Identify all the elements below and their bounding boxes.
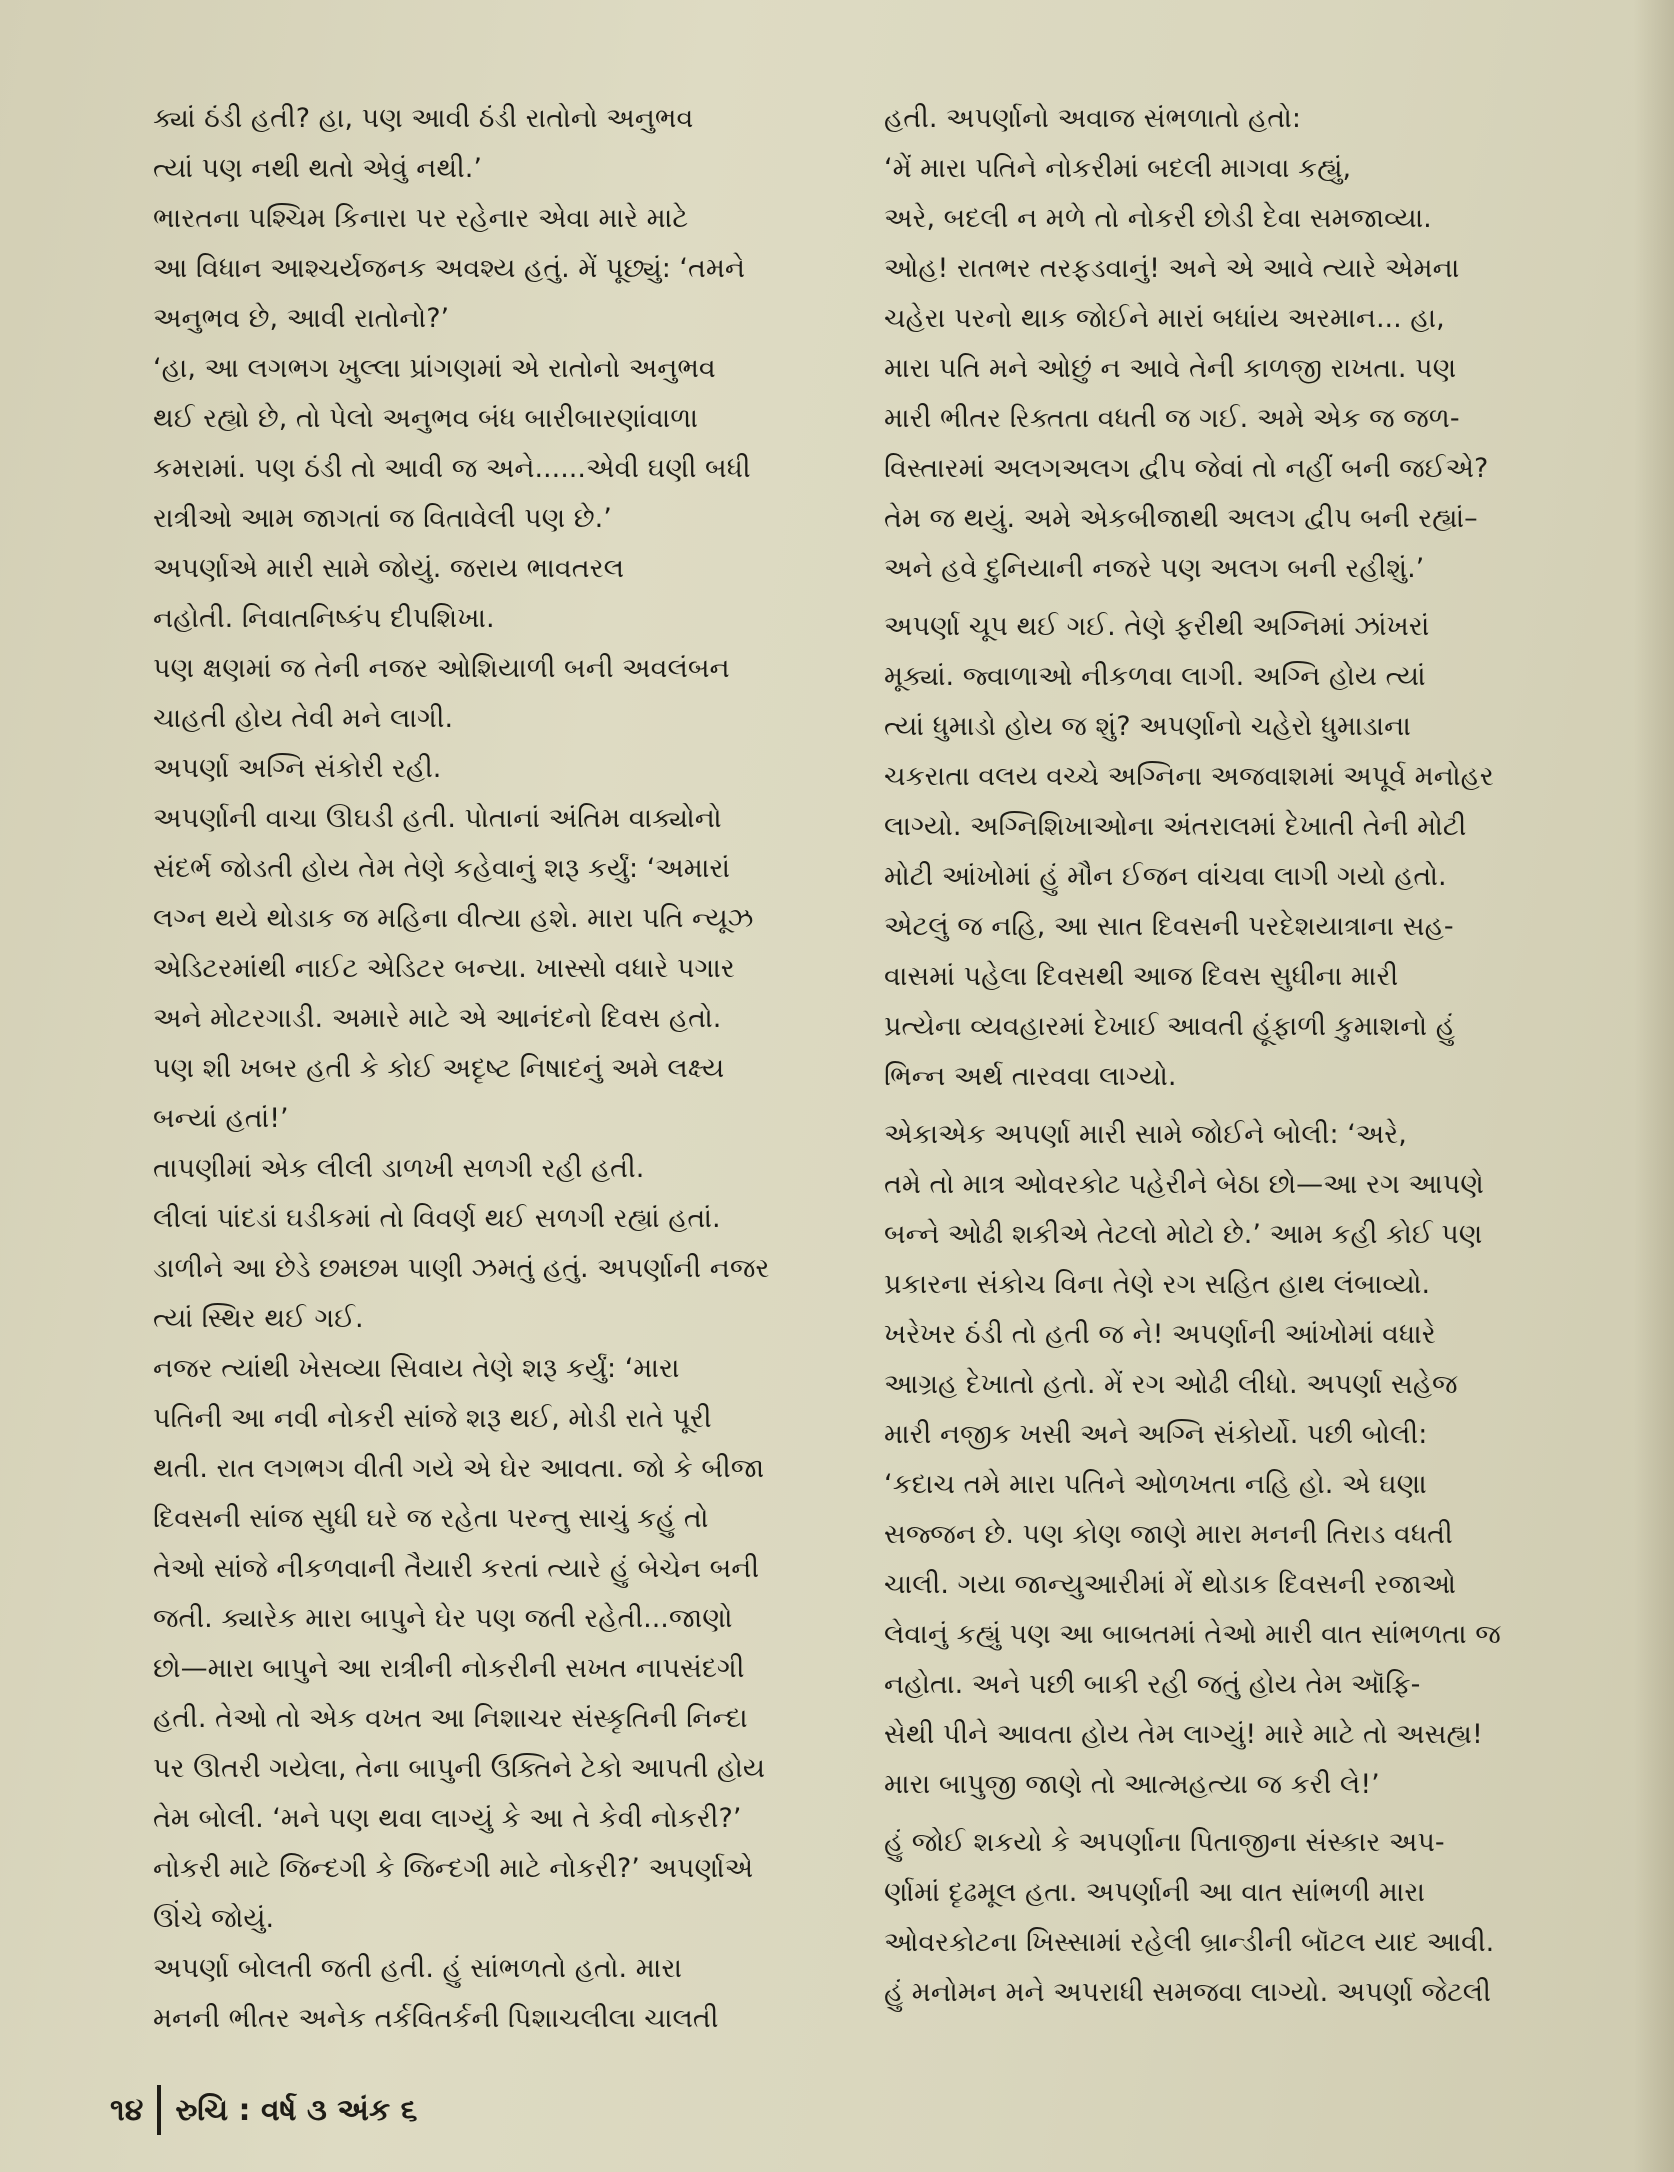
left-paragraph-7: અપર્ણાની વાચા ઊઘડી હતી. પોતાનાં અંતિમ વાક્યોનો સંદર્ભ જોડતી હોય તેમ તેણે કહેવાનું શરૂ કર્યું: ‘અમારાં લગ્ન થયે થોડાક જ મહિના વીત્યા હશે. મારા પતિ ન્યૂઝ એડિટરમાંથી નાઈટ એડિટર બન્યા. ખાસ્સો વધારે પગાર અને મોટરગાડી. અમારે માટે એ આનંદનો દિવસ હતો. પણ શી ખબર હતી કે કોઈ અદૃષ્ટ નિષાદનું અમે લક્ષ્ય બન્યાં હતાં!’ [153, 803, 754, 1134]
left-paragraph-5: પણ ક્ષણમાં જ તેની નજર ઓશિયાળી બની અવલંબન ચાહતી હોય તેવી મને લાગી. [153, 653, 730, 734]
page-edge-shadow [1634, 0, 1674, 2172]
right-paragraph-5: હું જોઈ શકયો કે અપર્ણાના પિતાજીના સંસ્કાર અપ- ર્ણામાં દૃઢમૂલ હતા. અપર્ણાની આ વાત સાંભળી મારા ઓવરકોટના ખિસ્સામાં રહેલી બ્રાન્ડીની બૉટલ યાદ આવી. હું મનોમન મને અપરાધી સમજવા લાગ્યો. અપર્ણા જેટલી [884, 1827, 1495, 2008]
left-paragraph-2: ભારતના પશ્ચિમ કિનારા પર રહેનાર એવા મારે માટે આ વિધાન આશ્ચર્યજનક અવશ્ય હતું. મેં પૂછ્યું: ‘તમને અનુભવ છે, આવી રાતોનો?’ [153, 203, 746, 334]
left-paragraph-9: નજર ત્યાંથી ખેસવ્યા સિવાય તેણે શરૂ કર્યું: ‘મારા પતિની આ નવી નોકરી સાંજે શરૂ થઈ, મોડી રાતે પૂરી થતી. રાત લગભગ વીતી ગયે એ ઘેર આવતા. જો કે બીજા દિવસની સાંજ સુધી ઘરે જ રહેતા પરન્તુ સાચું કહું તો તેઓ સાંજે નીકળવાની તૈયારી કરતાં ત્યારે હું બેચેન બની જતી. ક્યારેક મારા બાપુને ઘેર પણ જતી રહેતી...જાણો છો—મારા બાપુને આ રાત્રીની નોકરીની સખત નાપસંદગી હતી. તેઓ તો એક વખત આ નિશાચર સંસ્કૃતિની નિન્દા પર ઊતરી ગયેલા, તેના બાપુની ઉક્તિને ટેકો આપતી હોય તેમ બોલી. ‘મને પણ થવા લાગ્યું કે આ તે કેવી નોકરી?’ નોકરી માટે જિન્દગી કે જિન્દગી માટે નોકરી?’ અપર્ણાએ ઊંચે જોયું. [153, 1353, 765, 1934]
left-paragraph-1: ક્યાં ઠંડી હતી? હા, પણ આવી ઠંડી રાતોનો અનુભવ ત્યાં પણ નથી થતો એવું નથી.’ [153, 103, 694, 184]
right-paragraph-4: એકાએક અપર્ણા મારી સામે જોઈને બોલી: ‘અરે, તમે તો માત્ર ઓવરકોટ પહેરીને બેઠા છો—આ રગ આપણે બન્ને ઓઢી શકીએ તેટલો મોટો છે.’ આમ કહી કોઈ પણ પ્રકારના સંકોચ વિના તેણે રગ સહિત હાથ લંબાવ્યો. ખરેખર ઠંડી તો હતી જ ને! અપર્ણાની આંખોમાં વધારે આગ્રહ દેખાતો હતો. મેં રગ ઓઢી લીધો. અપર્ણા સહેજ મારી નજીક ખસી અને અગ્નિ સંકોર્યો. પછી બોલી: ‘કદાચ તમે મારા પતિને ઓળખતા નહિ હો. એ ઘણા સજ્જન છે. પણ કોણ જાણે મારા મનની તિરાડ વધતી ચાલી. ગયા જાન્યુઆરીમાં મેં થોડાક દિવસની રજાઓ લેવાનું કહ્યું પણ આ બાબતમાં તેઓ મારી વાત સાંભળતા જ નહોતા. અને પછી બાકી રહી જતું હોય તેમ ઑફિ- સેથી પીને આવતા હોય તેમ લાગ્યું! મારે માટે તો અસહ્ય! મારા બાપુજી જાણે તો આત્મહત્યા જ કરી લે!’ [884, 1119, 1501, 1800]
left-column [153, 94, 833, 2044]
right-paragraph-1: હતી. અપર્ણાનો અવાજ સંભળાતો હતો: [884, 103, 1301, 134]
footer-divider [157, 2085, 161, 2135]
magazine-issue: રુચિ : વર્ષ ૩ અંક ૬ [175, 2092, 418, 2128]
right-paragraph-2: ‘મેં મારા પતિને નોકરીમાં બદલી માગવા કહ્યું, અરે, બદલી ન મળે તો નોકરી છોડી દેવા સમજાવ્યા. ઓહ! રાતભર તરફડવાનું! અને એ આવે ત્યારે એમના ચહેરા પરનો થાક જોઈને મારાં બધાંય અરમાન... હા, મારા પતિ મને ઓછું ન આવે તેની કાળજી રાખતા. પણ મારી ભીતર રિક્તતા વધતી જ ગઈ. અમે એક જ જળ- વિસ્તારમાં અલગઅલગ દ્વીપ જેવાં તો નહીં બની જઈએ? તેમ જ થયું. અમે એકબીજાથી અલગ દ્વીપ બની રહ્યાં– અને હવે દુનિયાની નજરે પણ અલગ બની રહીશું.’ [884, 153, 1489, 584]
left-paragraph-10: અપર્ણા બોલતી જતી હતી. હું સાંભળતો હતો. મારા મનની ભીતર અનેક તર્કવિતર્કની પિશાચલીલા ચાલતી [153, 1953, 719, 2034]
page-footer [110, 2085, 417, 2135]
right-column [884, 94, 1564, 2018]
left-paragraph-3: ‘હા, આ લગભગ ખુલ્લા પ્રાંગણમાં એ રાતોનો અનુભવ થઈ રહ્યો છે, તો પેલો અનુભવ બંધ બારીબારણાંવાળા કમરામાં. પણ ઠંડી તો આવી જ અને......એવી ઘણી બધી રાત્રીઓ આમ જાગતાં જ વિતાવેલી પણ છે.’ [153, 353, 751, 534]
left-paragraph-6: અપર્ણા અગ્નિ સંકોરી રહી. [153, 753, 442, 784]
left-paragraph-4: અપર્ણાએ મારી સામે જોયું. જરાય ભાવતરલ નહોતી. નિવાતનિષ્કંપ દીપશિખા. [153, 553, 624, 634]
right-paragraph-3: અપર્ણા ચૂપ થઈ ગઈ. તેણે ફરીથી અગ્નિમાં ઝાંખરાં મૂક્યાં. જ્વાળાઓ નીકળવા લાગી. અગ્નિ હોય ત્યાં ત્યાં ધુમાડો હોય જ શું? અપર્ણાનો ચહેરો ધુમાડાના ચકરાતા વલય વચ્ચે અગ્નિના અજવાશમાં અપૂર્વ મનોહર લાગ્યો. અગ્નિશિખાઓના અંતરાલમાં દેખાતી તેની મોટી મોટી આંખોમાં હું મૌન ઈજન વાંચવા લાગી ગયો હતો. એટલું જ નહિ, આ સાત દિવસની પરદેશયાત્રાના સહ- વાસમાં પહેલા દિવસથી આજ દિવસ સુધીના મારી પ્રત્યેના વ્યવહારમાં દેખાઈ આવતી હૂંફાળી કુમાશનો હું ભિન્ન અર્થ તારવવા લાગ્યો. [884, 611, 1494, 1092]
page-number: ૧૪ [110, 2092, 144, 2128]
left-paragraph-8: તાપણીમાં એક લીલી ડાળખી સળગી રહી હતી. લીલાં પાંદડાં ઘડીકમાં તો વિવર્ણ થઈ સળગી રહ્યાં હતાં. ડાળીને આ છેડે છમછમ પાણી ઝમતું હતું. અપર્ણાની નજર ત્યાં સ્થિર થઈ ગઈ. [153, 1153, 770, 1334]
